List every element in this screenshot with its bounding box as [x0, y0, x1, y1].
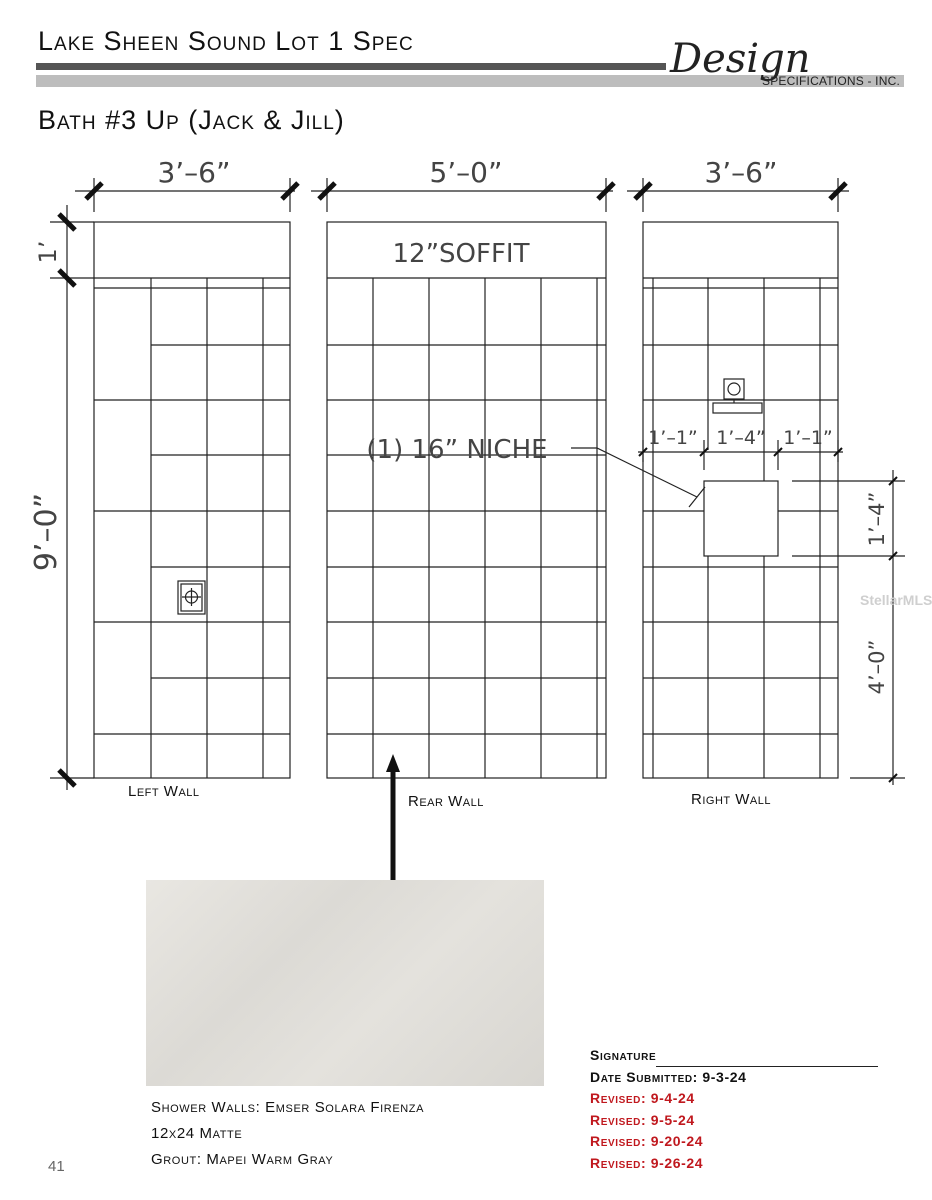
revision-1: Revised: 9-4-24: [590, 1090, 695, 1106]
page-title: Lake Sheen Sound Lot 1 Spec: [38, 26, 414, 56]
logo-script: Design: [670, 36, 811, 82]
shower-head-icon: [713, 379, 762, 413]
logo-subtext: SPECIFICATIONS - INC.: [762, 74, 900, 88]
note-shower-walls: Shower Walls: Emser Solara Firenza: [151, 1099, 425, 1116]
note-grout: Grout: Mapei Warm Gray: [151, 1151, 334, 1168]
page-subtitle: Bath #3 Up (Jack & Jill): [38, 105, 345, 135]
left-wall-label: Left Wall: [128, 783, 200, 800]
page-number: 41: [48, 1158, 65, 1175]
signature-line: [656, 1053, 878, 1067]
dim-niche-center: 1’–4”: [716, 427, 766, 449]
dim-right-width: 3’–6”: [704, 156, 778, 189]
dim-left-width: 3’–6”: [157, 156, 231, 189]
niche-label: (1) 16” NICHE: [366, 435, 548, 465]
dim-soffit-height: 1’: [34, 240, 62, 264]
dim-niche-elevation: 4’–0”: [865, 639, 889, 695]
note-tile-size: 12x24 Matte: [151, 1125, 243, 1142]
dim-niche-left: 1’–1”: [648, 427, 698, 449]
revision-4: Revised: 9-26-24: [590, 1154, 704, 1171]
date-submitted: Date Submitted: 9-3-24: [590, 1068, 747, 1085]
signature-block: [590, 1045, 878, 1174]
dim-rear-width: 5’–0”: [429, 156, 503, 189]
shower-valve-icon: [178, 581, 205, 614]
signature-label: Signature: [590, 1047, 657, 1063]
rear-wall-tiles: [327, 278, 606, 778]
right-wall-label: Right Wall: [691, 791, 772, 808]
tile-sample-image: [146, 880, 544, 1086]
left-wall-outline: [94, 222, 290, 778]
rear-wall-outline: [327, 222, 606, 778]
material-notes: [151, 1095, 424, 1173]
rear-wall-label: Rear Wall: [408, 793, 484, 810]
dim-niche-right: 1’–1”: [783, 427, 833, 449]
dim-wall-height: 9’–0”: [29, 492, 64, 572]
revision-3: Revised: 9-20-24: [590, 1133, 704, 1149]
dim-niche-height: 1’–4”: [865, 491, 889, 547]
watermark: StellarMLS: [860, 592, 932, 608]
soffit-label: 12”SOFFIT: [392, 239, 530, 269]
left-wall-tiles: [94, 278, 290, 778]
revision-2: Revised: 9-5-24: [590, 1111, 695, 1128]
niche-outline: [704, 481, 778, 556]
